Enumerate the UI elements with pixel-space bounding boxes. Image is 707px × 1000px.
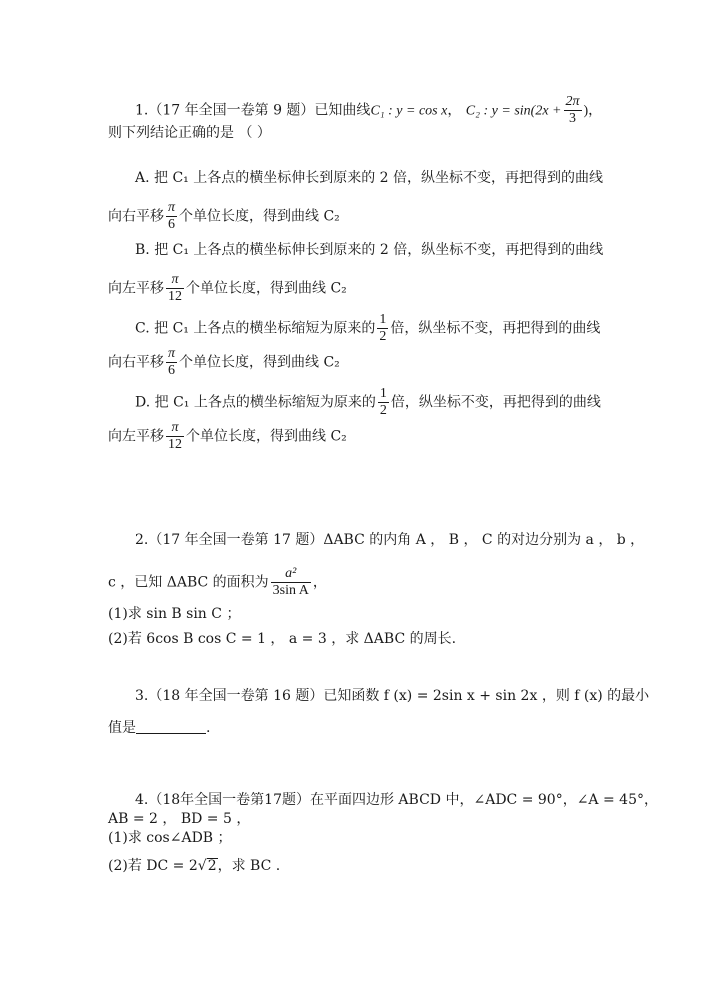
q1-option-c-half bbox=[377, 312, 388, 345]
q3-line1: 3.（18 年全国一卷第 16 题）已知函数 f (x) = 2sin x + sin 2x ，则 f (x) 的最小 bbox=[135, 688, 650, 704]
q1-option-a-frac-num: π bbox=[168, 200, 176, 215]
q1-option-d-half-den: 2 bbox=[379, 403, 387, 418]
q4-part2-pre: (2)若 DC = 2 bbox=[108, 858, 198, 874]
q1-c2-fraction bbox=[564, 94, 582, 127]
q1-option-c-pre: 向右平移 bbox=[108, 354, 164, 371]
q1-option-d-post: 个单位长度，得到曲线 C₂ bbox=[186, 428, 347, 445]
q1-option-b-frac-den: 12 bbox=[168, 289, 182, 304]
q1-option-b-pre: 向左平移 bbox=[108, 280, 164, 297]
q1-option-d-pre: 向左平移 bbox=[108, 428, 164, 445]
q1-option-d-frac-num: π bbox=[166, 420, 184, 437]
q2-line2-pre: c ，已知 ΔABC 的面积为 bbox=[108, 574, 269, 591]
q1-c2-def-pre: C₂ : y = sin(2x + bbox=[465, 103, 562, 119]
q1-option-d-frac-den: 12 bbox=[168, 437, 182, 452]
q1-option-b-post: 个单位长度，得到曲线 C₂ bbox=[186, 280, 347, 297]
q2-area-fraction bbox=[271, 566, 311, 599]
q1-option-b-line2 bbox=[108, 272, 347, 305]
q2-line2 bbox=[108, 566, 327, 599]
q1-option-b-frac-num: π bbox=[166, 272, 184, 289]
q1-option-c-pre1: C. 把 C₁ 上各点的横坐标缩短为原来的 bbox=[135, 320, 376, 337]
q1-option-c-frac-den: 6 bbox=[168, 363, 175, 378]
q1-option-d-fraction bbox=[166, 420, 184, 453]
q1-option-d-pre1: D. 把 C₁ 上各点的横坐标缩短为原来的 bbox=[135, 394, 376, 411]
q1-c2-def-post: )， bbox=[583, 103, 603, 119]
q2-line1: 2.（17 年全国一卷第 17 题）ΔABC 的内角 A ， B ， C 的对边分别为 a ， b ， bbox=[135, 532, 645, 548]
q1-option-a-line1: A. 把 C₁ 上各点的横坐标伸长到原来的 2 倍，纵坐标不变，再把得到的曲线 bbox=[135, 170, 604, 186]
q1-c2-frac-den: 3 bbox=[569, 111, 576, 126]
q4-sqrt-value: 2 bbox=[207, 858, 217, 874]
q1-option-c-half-num: 1 bbox=[379, 312, 387, 327]
q1-option-d-line1 bbox=[135, 386, 601, 419]
q1-option-c-half-den: 2 bbox=[379, 329, 387, 344]
q2-line2-post: ， bbox=[312, 574, 327, 591]
q1-option-a-frac-den: 6 bbox=[168, 217, 175, 232]
q1-option-a-line2 bbox=[108, 200, 340, 233]
q1-option-c-line2 bbox=[108, 346, 340, 379]
q1-option-c-post: 个单位长度，得到曲线 C₂ bbox=[179, 354, 340, 371]
q1-option-b-fraction bbox=[166, 272, 184, 305]
q1-option-d-half bbox=[378, 386, 389, 419]
q1-lead: 1.（17 年全国一卷第 9 题）已知曲线 bbox=[135, 102, 371, 119]
q2-part1: (1)求 sin B sin C ； bbox=[108, 606, 241, 622]
q1-sep: ， bbox=[447, 102, 462, 119]
q1-option-c-line1 bbox=[135, 312, 600, 345]
q4-part1: (1)求 cos∠ADB ； bbox=[108, 830, 232, 846]
q1-option-d-line2 bbox=[108, 420, 347, 453]
q1-option-c-fraction bbox=[166, 346, 177, 379]
q1-c1-def: C₁ : y = cos x bbox=[370, 103, 448, 119]
q1-option-c-frac-num: π bbox=[168, 346, 176, 361]
q1-option-c-post1: 倍，纵坐标不变，再把得到的曲线 bbox=[390, 320, 601, 337]
q3-line2 bbox=[108, 718, 210, 738]
q2-area-den: 3sin A bbox=[272, 583, 309, 598]
answer-blank[interactable] bbox=[136, 719, 206, 734]
q1-c2-frac-num: 2π bbox=[565, 94, 580, 109]
q3-line2-pre: 值是 bbox=[108, 720, 136, 736]
q4-part2-post: ，求 BC . bbox=[217, 858, 281, 874]
q1-option-a-fraction bbox=[166, 200, 177, 233]
q1-option-b-line1: B. 把 C₁ 上各点的横坐标伸长到原来的 2 倍，纵坐标不变，再把得到的曲线 bbox=[135, 242, 604, 258]
q1-option-a-post: 个单位长度，得到曲线 C₂ bbox=[179, 208, 340, 225]
q1-option-d-post1: 倍，纵坐标不变，再把得到的曲线 bbox=[390, 394, 601, 411]
q1-option-d-half-num: 1 bbox=[379, 386, 387, 401]
q4-part2 bbox=[108, 856, 280, 876]
q3-line2-post: . bbox=[206, 720, 211, 736]
q4-line2: AB = 2 ， BD = 5 ， bbox=[108, 811, 251, 827]
q1-option-a-pre: 向右平移 bbox=[108, 208, 164, 225]
sqrt-icon: √ bbox=[197, 858, 207, 874]
q2-area-num: a² bbox=[271, 566, 311, 583]
q4-line1: 4.（18年全国一卷第17题）在平面四边形 ABCD 中，∠ADC = 90°，∠A = 45°， bbox=[135, 792, 658, 808]
q1-line2: 则下列结论正确的是 （ ） bbox=[108, 125, 271, 141]
q2-part2: (2)若 6cos B cos C = 1 ， a = 3 ，求 ΔABC 的周长. bbox=[108, 631, 457, 647]
